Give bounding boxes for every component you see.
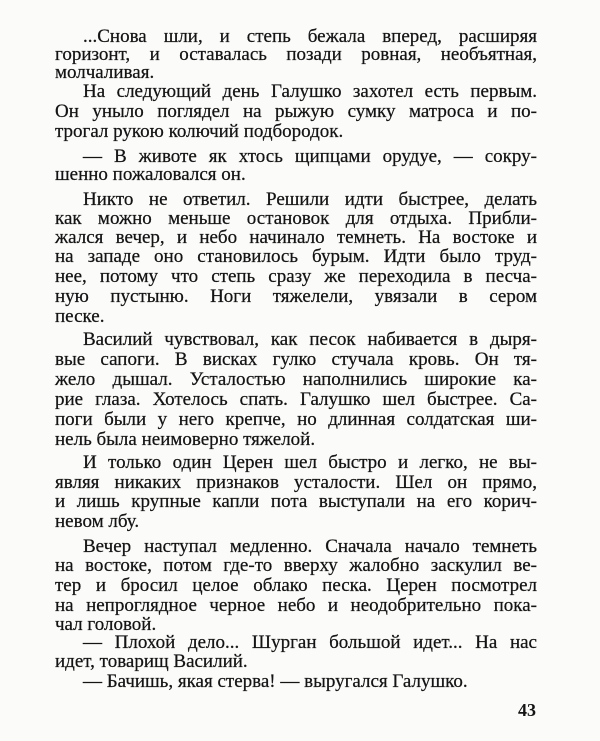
text-line: ную пустыню. Ноги тяжелели, увязали в сером — [55, 286, 537, 307]
text-line: трогал рукою колючий подбородок. — [55, 121, 344, 142]
text-line: поги были у него крепче, но длинная солдатская ши- — [55, 409, 537, 430]
text-line: на востоке, потом где-то вверху жалобно заскулил ве- — [55, 555, 537, 576]
text-line: рие глаза. Хотелось спать. Галушко шел быстрее. Са- — [55, 389, 537, 410]
text-line: шенно пожаловался он. — [55, 164, 246, 185]
text-line: Вечер наступал медленно. Сначала начало темнеть — [83, 536, 537, 557]
text-line: Василий чувствовал, как песок набивается в дыря- — [83, 329, 537, 350]
text-line: невом лбу. — [55, 511, 140, 532]
text-line: нель была неимоверно тяжелой. — [55, 429, 316, 450]
text-line: На следующий день Галушко захотел есть первым. — [83, 81, 537, 102]
text-line: идет, товарищ Василий. — [55, 651, 248, 672]
text-line: Он уныло поглядел на рыжую сумку матроса и по- — [55, 101, 537, 122]
text-line: — Плохой дело... Шурган большой идет... На нас — [83, 632, 537, 653]
text-line: тер и бросил целое облако песка. Церен посмотрел — [55, 575, 537, 596]
text-line: горизонт, и оставалась позади ровная, необъятная, — [55, 44, 537, 65]
text-line: молчаливая. — [55, 62, 155, 83]
text-line: и лишь крупные капли пота выступали на его корич- — [55, 491, 537, 512]
text-line: Никто не ответил. Решили идти быстрее, делать — [83, 189, 537, 210]
text-line: являя никаких признаков усталости. Шел он прямо, — [55, 472, 537, 493]
text-line: И только один Церен шел быстро и легко, не вы- — [83, 452, 537, 473]
text-line: на непроглядное черное небо и неодобрительно пока- — [55, 595, 537, 616]
text-line: на западе оно становилось бурым. Идти было труд- — [55, 246, 537, 267]
text-line: песке. — [55, 306, 105, 327]
text-line: ...Снова шли, и степь бежала вперед, расширяя — [83, 26, 537, 47]
text-line: чал головой. — [55, 614, 157, 635]
text-line: жело дышал. Усталостью наполнились широкие ка- — [55, 369, 537, 390]
text-line: жался вечер, и небо начинало темнеть. На востоке и — [55, 227, 537, 248]
page-number: 43 — [518, 700, 536, 720]
text-line: — В животе як хтось щипцами орудуе, — сокру- — [83, 146, 537, 167]
text-line: вые сапоги. В висках гулко стучала кровь. Он тя- — [55, 349, 537, 370]
text-line: — Бачишь, якая стерва! — выругался Галушко. — [83, 671, 468, 692]
text-line: как можно меньше остановок для отдыха. Прибли- — [55, 208, 537, 229]
text-line: нее, потому что степь сразу же переходила в песча- — [55, 266, 537, 287]
